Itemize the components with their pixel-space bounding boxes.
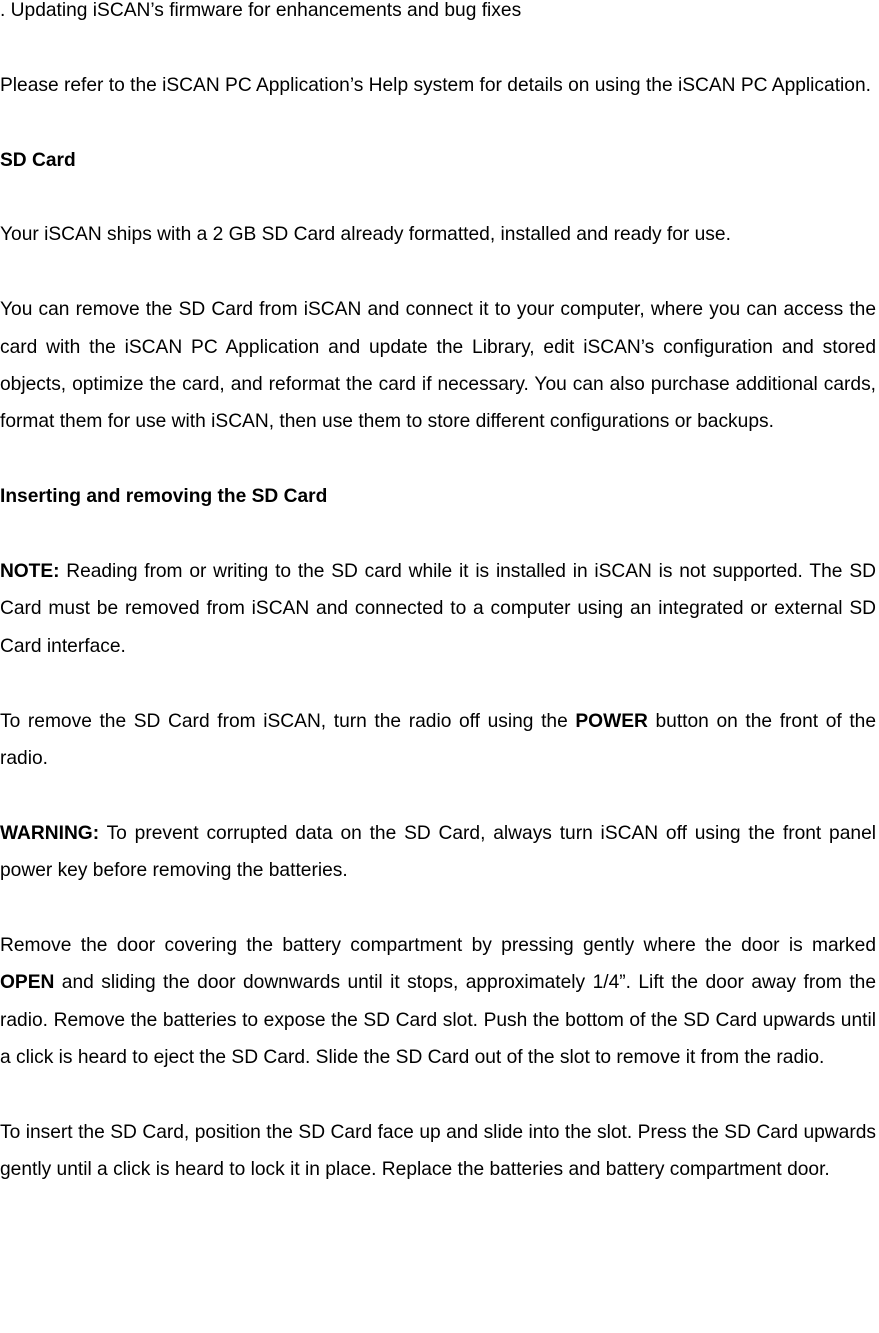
warning-label: WARNING: <box>0 822 100 844</box>
remove-intro-paragraph <box>0 703 876 778</box>
remove-intro-before: To remove the SD Card from iSCAN, turn the radio off using the <box>0 710 576 732</box>
power-label: POWER <box>575 710 648 732</box>
help-reference-paragraph: Please refer to the iSCAN PC Application’s Help system for details on using the iSCAN PC Application. <box>0 74 871 96</box>
door-before: Remove the door covering the battery compartment by pressing gently where the door is marked <box>0 935 876 957</box>
note-first-line <box>0 561 803 582</box>
remove-intro-after: button on the front of the radio. <box>0 710 876 770</box>
insert-paragraph: To insert the SD Card, position the SD Card face up and slide into the slot. Press the SD Card upwards gently until a click is heard to lock it in place. Replace the batteries and battery compartment door. <box>0 1122 876 1181</box>
note-rest-text: The SD Card must be removed from iSCAN and connected to a computer using an integrated or external SD Card interface. <box>0 561 876 657</box>
firmware-bullet-line: . Updating iSCAN’s firmware for enhancements and bug fixes <box>0 0 522 21</box>
warning-paragraph <box>0 815 876 890</box>
open-label: OPEN <box>0 972 55 994</box>
warning-text: To prevent corrupted data on the SD Card, always turn iSCAN off using the front panel power key before removing the batteries. <box>0 822 876 882</box>
note-paragraph <box>0 553 876 665</box>
note-label: NOTE: <box>0 561 60 582</box>
ships-with-paragraph: Your iSCAN ships with a 2 GB SD Card already formatted, installed and ready for use. <box>0 224 731 246</box>
note-first-line-text: Reading from or writing to the SD card while it is installed in iSCAN is not supported. <box>59 561 803 582</box>
inserting-removing-heading: Inserting and removing the SD Card <box>0 486 328 508</box>
door-removal-paragraph <box>0 927 876 1077</box>
sd-card-heading: SD Card <box>0 149 76 171</box>
door-after: and sliding the door downwards until it stops, approximately 1/4”. Lift the door away from the radio. Remove the batteries to expose the SD Card slot. Push the bottom of the SD Card upwards until a click is heard to eject the SD Card. Slide the SD Card out of the slot to remove it from the radio. <box>0 972 876 1069</box>
remove-connect-paragraph: You can remove the SD Card from iSCAN and connect it to your computer, where you can access the card with the iSCAN PC Application and update the Library, edit iSCAN’s configuration and stored objects, optimize the card, and reformat the card if necessary. You can also purchase additional cards, format them for use with iSCAN, then use them to store different configurations or backups. <box>0 299 876 433</box>
